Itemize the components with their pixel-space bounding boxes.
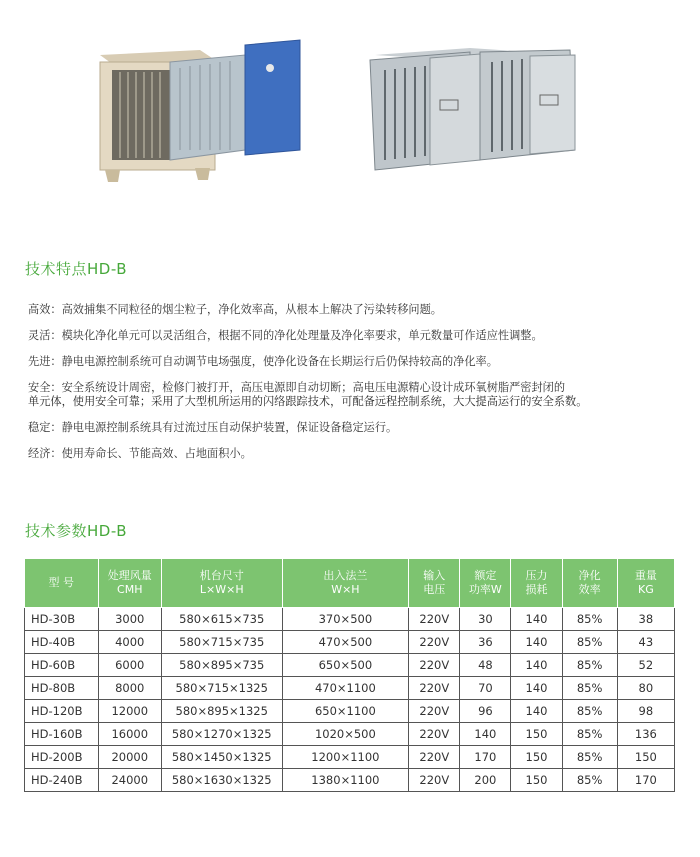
feature-label: 经济：: [28, 447, 62, 460]
table-row: [25, 631, 675, 654]
feature-item: [28, 444, 678, 464]
table-cell: 96: [460, 700, 511, 723]
feature-label: 稳定：: [28, 421, 62, 434]
table-cell: 150: [511, 746, 562, 769]
table-cell: 85%: [562, 723, 617, 746]
table-cell: 220V: [409, 677, 460, 700]
table-cell: 580×1630×1325: [161, 769, 282, 792]
feature-item: [28, 352, 678, 372]
column-header-line: 重量: [634, 569, 657, 582]
feature-text: 静电电源控制系统具有过流过压自动保护装置，保证设备稳定运行。: [61, 421, 398, 434]
table-cell: 580×1270×1325: [161, 723, 282, 746]
column-header-line: 输入: [423, 569, 446, 582]
table-cell: 650×500: [282, 654, 409, 677]
feature-item: [28, 418, 678, 438]
table-cell: 1020×500: [282, 723, 409, 746]
table-cell: 200: [460, 769, 511, 792]
table-row: [25, 677, 675, 700]
column-header-line: 机台尺寸: [199, 569, 244, 582]
column-header: [617, 559, 674, 608]
table-body: [25, 608, 675, 792]
column-header-subline: L×W×H: [199, 583, 244, 596]
table-cell: 580×895×735: [161, 654, 282, 677]
column-header-subline: KG: [637, 583, 654, 596]
model-cell: HD-240B: [25, 769, 99, 792]
table-cell: 24000: [98, 769, 161, 792]
table-cell: 220V: [409, 654, 460, 677]
table-cell: 52: [617, 654, 674, 677]
table-cell: 170: [460, 746, 511, 769]
feature-text: 模块化净化单元可以灵活组合，根据不同的净化处理量及净化率要求，单元数量可作适应性调整。: [61, 329, 543, 342]
column-header: [409, 559, 460, 608]
model-cell: HD-80B: [25, 677, 99, 700]
feature-text: 安全系统设计周密，检修门被打开，高压电源即自动切断；高电压电源精心设计成环氧树脂严密封闭的: [61, 381, 566, 394]
table-cell: 38: [617, 608, 674, 631]
table-cell: 1380×1100: [282, 769, 409, 792]
table-cell: 220V: [409, 769, 460, 792]
table-row: [25, 746, 675, 769]
model-cell: HD-40B: [25, 631, 99, 654]
table-cell: 220V: [409, 746, 460, 769]
column-header-line: 出入法兰: [323, 569, 368, 582]
table-cell: 48: [460, 654, 511, 677]
table-cell: 136: [617, 723, 674, 746]
spec-table: [24, 558, 675, 792]
purifier-cabinet-image: [100, 40, 300, 182]
column-header-subline: W×H: [331, 583, 360, 596]
table-cell: 3000: [98, 608, 161, 631]
column-header: [562, 559, 617, 608]
table-cell: 6000: [98, 654, 161, 677]
table-cell: 220V: [409, 700, 460, 723]
feature-item: [28, 300, 678, 320]
table-cell: 85%: [562, 677, 617, 700]
product-photos: [0, 0, 700, 245]
table-row: [25, 608, 675, 631]
table-cell: 16000: [98, 723, 161, 746]
feature-text: 高效捕集不同粒径的烟尘粒子，净化效率高，从根本上解决了污染转移问题。: [61, 303, 442, 316]
table-cell: 220V: [409, 608, 460, 631]
model-cell: HD-60B: [25, 654, 99, 677]
feature-text: 静电电源控制系统可自动调节电场强度，使净化设备在长期运行后仍保持较高的净化率。: [61, 355, 498, 368]
table-cell: 580×715×735: [161, 631, 282, 654]
table-cell: 20000: [98, 746, 161, 769]
column-header-subline: 效率: [578, 583, 601, 596]
table-cell: 80: [617, 677, 674, 700]
table-row: [25, 769, 675, 792]
table-cell: 140: [511, 677, 562, 700]
column-header: [282, 559, 409, 608]
table-cell: 580×895×1325: [161, 700, 282, 723]
table-cell: 85%: [562, 769, 617, 792]
table-cell: 70: [460, 677, 511, 700]
table-cell: 150: [617, 746, 674, 769]
params-title: 技术参数HD-B: [25, 522, 127, 540]
column-header-line: 额定: [474, 569, 497, 582]
table-cell: 30: [460, 608, 511, 631]
table-cell: 140: [511, 700, 562, 723]
table-cell: 580×1450×1325: [161, 746, 282, 769]
model-cell: HD-160B: [25, 723, 99, 746]
feature-label: 安全：: [28, 381, 62, 394]
table-row: [25, 723, 675, 746]
features-title: 技术特点HD-B: [25, 260, 127, 278]
column-header: [460, 559, 511, 608]
table-cell: 85%: [562, 608, 617, 631]
table-cell: 43: [617, 631, 674, 654]
table-cell: 140: [460, 723, 511, 746]
table-cell: 85%: [562, 654, 617, 677]
table-cell: 36: [460, 631, 511, 654]
column-header: [25, 559, 99, 608]
column-header-line: 压力: [525, 569, 548, 582]
model-cell: HD-30B: [25, 608, 99, 631]
table-cell: 1200×1100: [282, 746, 409, 769]
table-cell: 85%: [562, 631, 617, 654]
table-cell: 140: [511, 608, 562, 631]
table-cell: 140: [511, 654, 562, 677]
feature-label: 先进：: [28, 355, 62, 368]
table-cell: 12000: [98, 700, 161, 723]
table-cell: 470×500: [282, 631, 409, 654]
column-header-line: 型 号: [48, 576, 75, 589]
column-header: [161, 559, 282, 608]
table-cell: 170: [617, 769, 674, 792]
feature-text-continued: 单元体，使用安全可靠；采用了大型机所运用的闪络跟踪技术，可配备远程控制系统，大大提高运行的安全系数。: [28, 395, 588, 408]
table-cell: 98: [617, 700, 674, 723]
purification-module-image: [370, 48, 575, 170]
table-cell: 370×500: [282, 608, 409, 631]
model-cell: HD-200B: [25, 746, 99, 769]
column-header-subline: 功率W: [468, 583, 502, 596]
features-list: [28, 300, 678, 470]
table-cell: 85%: [562, 700, 617, 723]
table-cell: 85%: [562, 746, 617, 769]
column-header: [98, 559, 161, 608]
table-cell: 4000: [98, 631, 161, 654]
table-row: [25, 654, 675, 677]
table-header-row: [25, 559, 675, 608]
column-header-line: 处理风量: [107, 569, 152, 582]
table-cell: 220V: [409, 723, 460, 746]
table-cell: 580×615×735: [161, 608, 282, 631]
feature-label: 高效：: [28, 303, 62, 316]
table-cell: 650×1100: [282, 700, 409, 723]
column-header-line: 净化: [578, 569, 601, 582]
table-cell: 220V: [409, 631, 460, 654]
column-header: [511, 559, 562, 608]
table-cell: 8000: [98, 677, 161, 700]
table-cell: 150: [511, 769, 562, 792]
table-cell: 580×715×1325: [161, 677, 282, 700]
feature-text: 使用寿命长、节能高效、占地面积小。: [61, 447, 252, 460]
table-cell: 140: [511, 631, 562, 654]
column-header-subline: 电压: [423, 583, 446, 596]
table-row: [25, 700, 675, 723]
column-header-subline: CMH: [117, 583, 143, 596]
table-cell: 150: [511, 723, 562, 746]
table-cell: 470×1100: [282, 677, 409, 700]
feature-item: [28, 378, 678, 412]
feature-label: 灵活：: [28, 329, 62, 342]
model-cell: HD-120B: [25, 700, 99, 723]
feature-item: [28, 326, 678, 346]
column-header-subline: 损耗: [525, 583, 548, 596]
